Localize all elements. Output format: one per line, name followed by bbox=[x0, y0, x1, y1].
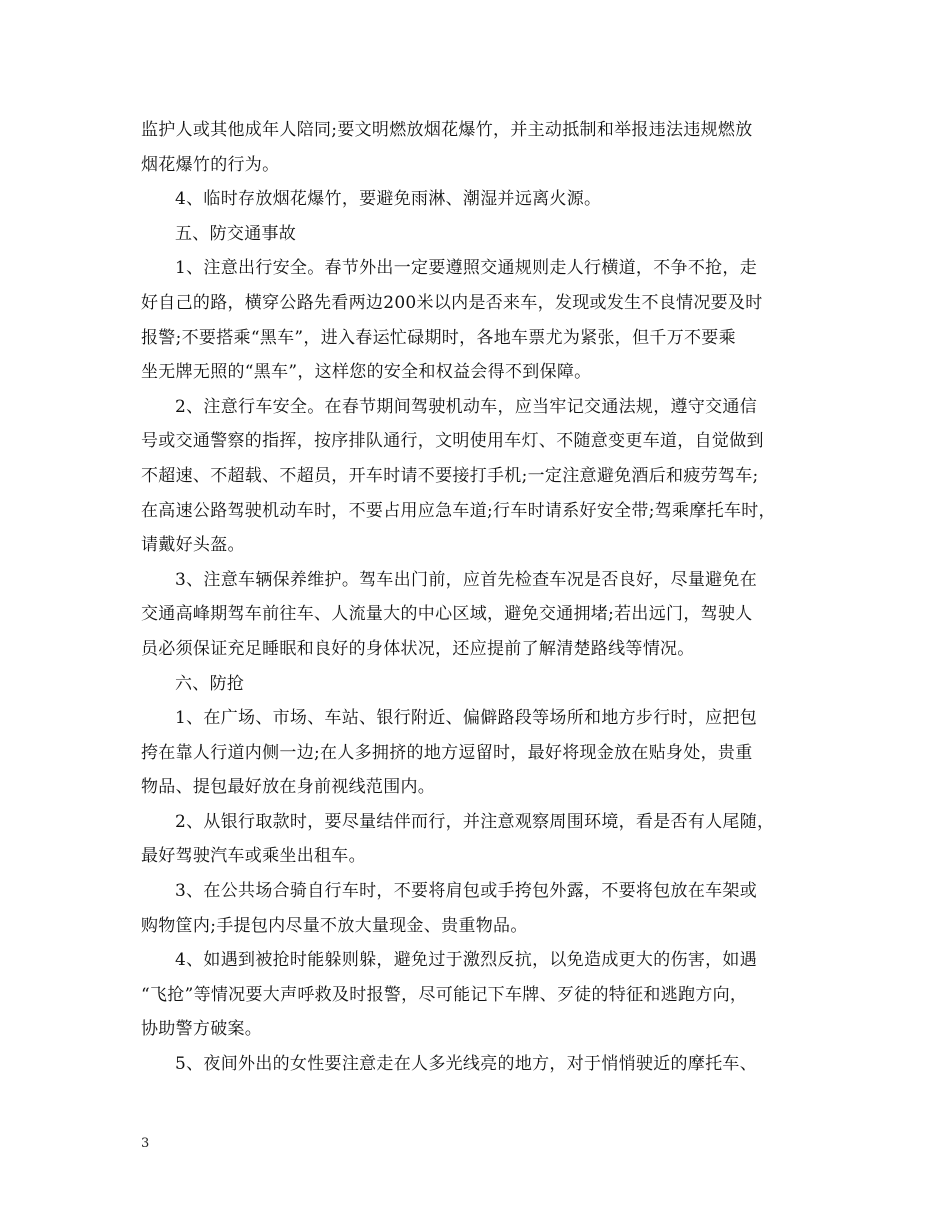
text-line: 5、夜间外出的女性要注意走在人多光线亮的地方，对于悄悄驶近的摩托车、 bbox=[175, 1054, 758, 1075]
text-line: 报警;不要搭乘“黑车”，进入春运忙碌期时，各地车票尤为紧张，但千万不要乘 bbox=[141, 327, 736, 348]
text-line: 2、注意行车安全。在春节期间驾驶机动车，应当牢记交通法规，遵守交通信 bbox=[175, 396, 758, 417]
text-line: 坐无牌无照的“黑车”，这样您的安全和权益会得不到保障。 bbox=[141, 362, 592, 383]
text-line: 号或交通警察的指挥，按序排队通行，文明使用车灯、不随意变更车道，自觉做到 bbox=[141, 431, 764, 452]
text-line: 物品、提包最好放在身前视线范围内。 bbox=[141, 777, 436, 798]
text-line: 烟花爆竹的行为。 bbox=[141, 154, 280, 175]
text-line: 购物筐内;手提包内尽量不放大量现金、贵重物品。 bbox=[141, 915, 528, 936]
text-line: 五、防交通事故 bbox=[175, 223, 297, 244]
text-line: 好自己的路，横穿公路先看两边200米以内是否来车，发现或发生不良情况要及时 bbox=[141, 292, 763, 313]
text-line: 六、防抢 bbox=[175, 673, 245, 694]
text-line: 在高速公路驾驶机动车时，不要占用应急车道;行车时请系好安全带;驾乘摩托车时， bbox=[141, 500, 776, 521]
text-line: 4、如遇到被抢时能躲则躲，避免过于激烈反抗，以免造成更大的伤害，如遇 bbox=[175, 950, 758, 971]
text-line: 1、注意出行安全。春节外出一定要遵照交通规则走人行横道，不争不抢，走 bbox=[175, 258, 758, 279]
text-line: 3、在公共场合骑自行车时，不要将肩包或手挎包外露，不要将包放在车架或 bbox=[175, 881, 758, 902]
text-line: 1、在广场、市场、车站、银行附近、偏僻路段等场所和地方步行时，应把包 bbox=[175, 708, 758, 729]
text-line: “飞抢”等情况要大声呼救及时报警，尽可能记下车牌、歹徒的特征和逃跑方向， bbox=[141, 984, 748, 1005]
text-line: 2、从银行取款时，要尽量结伴而行，并注意观察周围环境，看是否有人尾随， bbox=[175, 811, 775, 832]
text-line: 挎在靠人行道内侧一边;在人多拥挤的地方逗留时，最好将现金放在贴身处，贵重 bbox=[141, 742, 753, 763]
text-line: 员必须保证充足睡眠和良好的身体状况，还应提前了解清楚路线等情况。 bbox=[141, 638, 695, 659]
text-line: 交通高峰期驾车前往车、人流量大的中心区域，避免交通拥堵;若出远门，驾驶人 bbox=[141, 604, 753, 625]
page-number: 3 bbox=[141, 1136, 150, 1151]
text-line: 监护人或其他成年人陪同;要文明燃放烟花爆竹，并主动抵制和举报违法违规燃放 bbox=[141, 120, 753, 140]
document-body bbox=[141, 113, 811, 1082]
text-line: 请戴好头盔。 bbox=[141, 535, 245, 556]
text-line: 4、临时存放烟花爆竹，要避免雨淋、潮湿并远离火源。 bbox=[175, 189, 602, 210]
text-line: 协助警方破案。 bbox=[141, 1019, 263, 1040]
text-line: 最好驾驶汽车或乘坐出租车。 bbox=[141, 846, 366, 867]
text-line: 3、注意车辆保养维护。驾车出门前，应首先检查车况是否良好，尽量避免在 bbox=[175, 569, 758, 590]
text-line: 不超速、不超载、不超员，开车时请不要接打手机;一定注意避免酒后和疲劳驾车; bbox=[141, 465, 759, 486]
